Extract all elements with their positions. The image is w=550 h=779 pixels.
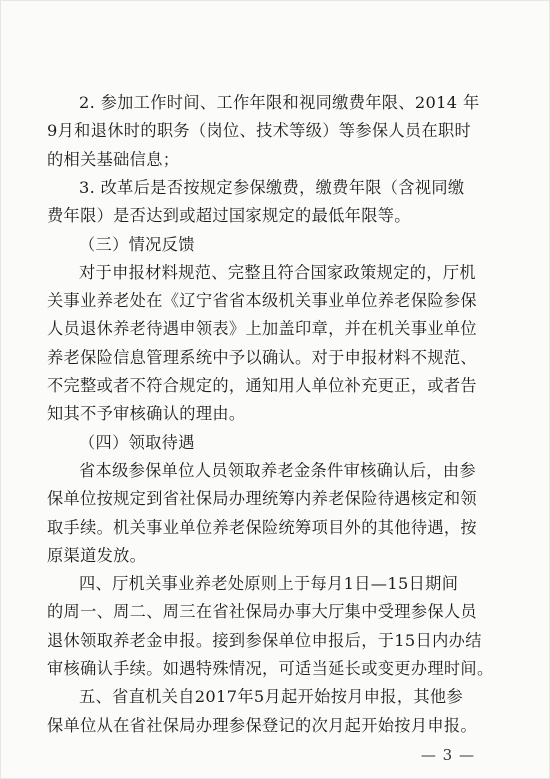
body-text-line: 3. 改革后是否按规定参保缴费，缴费年限（含视同缴 xyxy=(79,177,465,197)
body-text-line: 取手续。机关事业单位养老保险统筹项目外的其他待遇，按 xyxy=(47,517,477,537)
section-heading: （三）情况反馈 xyxy=(79,234,195,254)
body-text-line: 2. 参加工作时间、工作年限和视同缴费年限、2014 年 xyxy=(79,93,480,112)
body-text-line: 保单位按规定到省社保局办理统筹内养老保险待遇核定和领 xyxy=(47,489,477,509)
body-text-line: 省本级参保单位人员领取养老金条件审核确认后，由参 xyxy=(79,460,476,480)
body-text-line: 知其不予审核确认的理由。 xyxy=(47,404,246,424)
body-text-line: 的周一、周二、周三在省社保局办事大厅集中受理参保人员 xyxy=(47,602,477,622)
page-number: — 3 — xyxy=(420,746,475,764)
body-text-line: 的相关基础信息； xyxy=(47,149,180,169)
body-text-line: 对于申报材料规范、完整且符合国家政策规定的，厅机 xyxy=(79,262,476,282)
section-heading: （四）领取待遇 xyxy=(79,432,195,452)
body-text-line: 不完整或者不符合规定的，通知用人单位补充更正，或者告 xyxy=(47,376,477,395)
body-text-line: 四、厅机关事业养老处原则上于每月1日—15日期间 xyxy=(79,574,459,594)
body-text-line: 保单位从在省社保局办理参保登记的次月起开始按月申报。 xyxy=(47,715,477,735)
body-text-line: 费年限）是否达到或超过国家规定的最低年限等。 xyxy=(47,206,411,226)
body-text-line: 关事业养老处在《辽宁省省本级机关事业单位养老保险参保 xyxy=(47,291,477,311)
body-text-line: 审核确认手续。如遇特殊情况，可适当延长或变更办理时间。 xyxy=(47,659,494,678)
body-text-line: 9月和退休时的职务（岗位、技术等级）等参保人员在职时 xyxy=(47,121,472,141)
body-text-line: 原渠道发放。 xyxy=(47,545,147,565)
body-text-line: 养老保险信息管理系统中予以确认。对于申报材料不规范、 xyxy=(47,347,477,367)
body-text-line: 人员退休养老待遇申领表》上加盖印章，并在机关事业单位 xyxy=(47,319,477,339)
body-text-line: 五、省直机关自2017年5月起开始按月申报，其他参 xyxy=(79,687,463,707)
body-text-line: 退休领取养老金申报。接到参保单位申报后，于15日内办结 xyxy=(47,630,482,650)
